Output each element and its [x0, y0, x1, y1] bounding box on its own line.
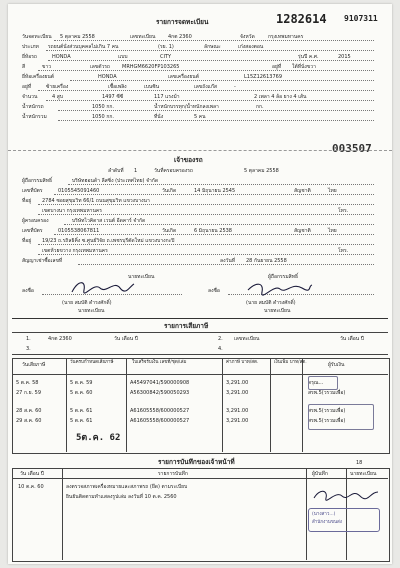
- type-code: (รย. 1): [158, 44, 174, 50]
- owner-seq: 1: [134, 168, 138, 174]
- tax-index-4: 4.: [218, 346, 223, 352]
- tax-row-2-receiver: สรพ.5(วรวมเพื่อ): [308, 390, 346, 396]
- page-title: รายการจดทะเบียน: [156, 18, 209, 26]
- officer-col-registrar: นายทะเบียน: [350, 471, 377, 477]
- engine-no-label: เลขเครื่องยนต์: [168, 74, 199, 80]
- sign-label-2: ลงชื่อ: [208, 288, 220, 294]
- reg-date: 5 ตุลาคม 2558: [60, 34, 95, 40]
- total-weight-label: น้ำหนักรวม: [22, 114, 47, 120]
- tax-stamp-2: [308, 404, 374, 430]
- cc-value: 1497 ซีซี: [102, 94, 124, 100]
- tax-row-1-receipt: A45497041/590000908: [130, 380, 190, 386]
- recorder-signature: [312, 486, 382, 504]
- tax-row-4-due: 5 ต.ค. 61: [70, 418, 93, 424]
- load-label: น้ำหนักบรรทุก/น้ำหนักลงเพลา: [154, 104, 219, 110]
- vin-pos: ใต้ที่นั่งขวา: [292, 64, 316, 70]
- id1-label: เลขที่บัตร: [22, 188, 43, 194]
- tank-label: เลขถังแก๊ส: [194, 84, 217, 90]
- tax-row-1-receiver: ดรุณ...: [308, 380, 324, 386]
- weight-label: น้ำหนักรถ: [22, 104, 44, 110]
- ref-date: 28 กันยายน 2558: [246, 258, 287, 264]
- addr1-line2: เขตบางนา กรุงเทพมหานคร: [42, 208, 102, 214]
- ref-date-label: ลงวันที่: [220, 258, 236, 264]
- model-value: CITY: [160, 54, 172, 60]
- reg-date-label: วันจดทะเบียน: [22, 34, 52, 40]
- tax-section-title: รายการเสียภาษี: [164, 322, 209, 330]
- tel2-label: โทร.: [338, 248, 349, 254]
- tax-date-label-1: วัน เดือน ปี: [114, 336, 138, 342]
- handwritten-number-2: 9107311: [344, 14, 378, 23]
- color-value: ขาว: [42, 64, 52, 70]
- tax-row-1-amount: 3,291.00: [226, 380, 249, 386]
- nat1-label: สัญชาติ: [294, 188, 311, 194]
- fuel-label: เชื้อเพลิง: [108, 84, 127, 90]
- officer-title-1: นายทะเบียน: [78, 308, 105, 314]
- officer-col-date: วัน เดือน ปี: [20, 471, 44, 477]
- officer-page-no: 18: [356, 460, 363, 466]
- tax-row-2-amount: 3,291.00: [226, 390, 249, 396]
- tax-row-1-due: 5 ต.ค. 59: [70, 380, 93, 386]
- char-value: เก๋งสองตอน: [238, 44, 264, 50]
- nat2-value: ไทย: [328, 228, 337, 234]
- type-value: รถยนต์นั่งส่วนบุคคลไม่เกิน 7 คน: [48, 44, 119, 50]
- char-label: ลักษณะ: [204, 44, 221, 50]
- tax-row-3-amount: 3,291.00: [226, 408, 249, 414]
- owner-section-title: เจ้าของรถ: [174, 156, 203, 164]
- officer-stamp-text: (นางสาว...): [312, 512, 336, 517]
- addr2-value: 19/23 ถ.รถิลธิคิ๋ง ซ.ศูนย์วิจัย ถ.เพชรบุรีตัดใหม่ แขวงบางกะปิ: [42, 238, 175, 244]
- type-label: ประเภท: [22, 44, 39, 50]
- engine-pos-label: อยู่ที่: [22, 84, 32, 90]
- officer-stamp: [308, 508, 380, 532]
- addr2-label: ที่อยู่: [22, 238, 32, 244]
- year-label: รุ่นปี ค.ศ.: [298, 54, 319, 60]
- vin-value: MRHGM6620FP103265: [122, 64, 180, 70]
- tax-col-fee: เงินเพิ่ม บาท/สต.: [274, 360, 307, 365]
- bd2-label: วันเกิด: [162, 228, 177, 234]
- total-weight-value: 1050 กก.: [92, 114, 114, 120]
- registrar-signature-2: [244, 276, 314, 298]
- owner-sign-label: ผู้ถือกรรมสิทธิ์: [268, 274, 299, 280]
- tax-row-1-date: 5 ต.ค. 58: [16, 380, 39, 386]
- addr1-value: 2784 ซอยสุขุมวิท 66/1 ถนนสุขุมวิท แขวงบางนา: [42, 198, 150, 204]
- tax-index-1: 1.: [26, 336, 31, 342]
- officer-title-2: นายทะเบียน: [264, 308, 291, 314]
- tax-row-2-due: 5 ต.ค. 60: [70, 390, 93, 396]
- tax-index-2: 2.: [218, 336, 223, 342]
- tax-row-4-date: 29 ส.ค. 60: [16, 418, 42, 424]
- tank-value: -: [234, 84, 236, 90]
- tax-row-4-receiver: สรพ.5(วรวมเพื่อ): [308, 418, 346, 424]
- brand-label: ยี่ห้อรถ: [22, 54, 37, 60]
- bd2-value: 6 มิถุนายน 2538: [194, 228, 232, 234]
- nat2-label: สัญชาติ: [294, 228, 311, 234]
- rights-label: ผู้ถือกรรมสิทธิ์: [22, 178, 53, 184]
- weight-value: 1050 กก.: [92, 104, 114, 110]
- tax-row-4-receipt: A61605558/600000527: [130, 418, 190, 424]
- officer-col-recorder: ผู้บันทึก: [312, 471, 328, 477]
- province-label: จังหวัด: [240, 34, 255, 40]
- holder-value: บริษัทไวคิดาส เวนต์ อีดคาร์ จำกัด: [72, 218, 146, 224]
- engine-brand-value: HONDA: [98, 74, 117, 80]
- owner-date-label: วันที่ครอบครองรถ: [154, 168, 193, 174]
- officer-entry-text-1: ลงตรวจสภาพเครื่องหมายและสภาพรถ (ยึด) ตามระเบียบ: [66, 484, 188, 490]
- tax-date-label-2: วัน เดือน ปี: [340, 336, 364, 342]
- addr2-line2: เขตห้วยขวาง กรุงเทพมหานคร: [42, 248, 108, 254]
- engine-pos: ซ้ายเครื่อง: [46, 84, 69, 90]
- tax-row-4-amount: 3,291.00: [226, 418, 249, 424]
- officer-col-entry: รายการบันทึก: [158, 471, 188, 477]
- model-label: แบบ: [118, 54, 128, 60]
- load-value: กก.: [256, 104, 264, 110]
- handwritten-number: 1282614: [276, 12, 327, 26]
- brand-value: HONDA: [52, 54, 71, 60]
- tax-col-due: วันครบกำหนดเสียภาษี: [70, 360, 114, 365]
- plate-label: เลขทะเบียน: [130, 34, 156, 40]
- officer-name-1: (นาย สมบัติ ดำรงศักดิ์): [62, 300, 112, 306]
- tax-col-amount: ค่าภาษี บาท/สต.: [226, 360, 259, 365]
- officer-name-2: (นาย สมบัติ ดำรงศักดิ์): [246, 300, 296, 306]
- registrar-label: นายทะเบียน: [128, 274, 155, 280]
- tax-plate: 4กต 2360: [48, 336, 72, 342]
- officer-section-title: รายการบันทึกของเจ้าหน้าที่: [158, 458, 235, 466]
- hp-value: 117 แรงม้า: [154, 94, 180, 100]
- seat-value: 5 คน: [194, 114, 206, 120]
- tel1-label: โทร.: [338, 208, 349, 214]
- id2-value: 0105538067811: [58, 228, 100, 234]
- registrar-signature: [68, 276, 138, 298]
- axle-value: 2 เพลา 4 ล้อ ยาง 4 เส้น: [254, 94, 307, 100]
- rights-value: บริษัทฮอนด้า ลีสซิ่ง (ประเทศไทย) จำกัด: [72, 178, 159, 184]
- engine-brand-label: ยี่ห้อเครื่องยนต์: [22, 74, 55, 80]
- cyl-value: 4 สูบ: [52, 94, 63, 100]
- officer-entry-text-2: ยินยันติดตามทำแสลงรูปเล่ม ลงวันที่ 10 ต.ค. 2560: [66, 494, 177, 500]
- tax-handwritten-note: 5ต.ค. 62: [76, 433, 121, 443]
- tax-row-3-date: 28 ส.ค. 60: [16, 408, 42, 414]
- bd1-label: วันเกิด: [162, 188, 177, 194]
- addr1-label: ที่อยู่: [22, 198, 32, 204]
- seat-label: ที่นั่ง: [154, 114, 164, 120]
- cut-serial-number: 003507: [332, 142, 372, 155]
- sign-label-1: ลงชื่อ: [22, 288, 34, 294]
- owner-date: 5 ตุลาคม 2558: [244, 168, 279, 174]
- officer-stamp-text-2: สำนักงานขนส่ง: [312, 520, 342, 525]
- registration-document: [8, 4, 392, 564]
- cyl-label: จำนวน: [22, 94, 38, 100]
- tax-stamp-1: [308, 376, 338, 390]
- fuel-value: เบนซิน: [144, 84, 160, 90]
- tax-plate-label: เลขทะเบียน: [234, 336, 260, 342]
- tax-col-date: วันเสียภาษี: [22, 362, 46, 368]
- color-label: สี: [22, 64, 26, 70]
- ref-label: สัญญาเช่าซื้อเลขที่: [22, 258, 63, 264]
- bd1-value: 14 มิถุนายน 2545: [194, 188, 236, 194]
- officer-entry-date: 10 ต.ค. 60: [18, 484, 44, 490]
- tax-col-receiver: ผู้รับเงิน: [328, 362, 345, 368]
- tax-row-3-due: 5 ต.ค. 61: [70, 408, 93, 414]
- tax-row-2-receipt: A56300842/590050293: [130, 390, 190, 396]
- tax-row-3-receipt: A61605558/600000527: [130, 408, 190, 414]
- plate-value: 4กต 2360: [168, 34, 192, 40]
- id2-label: เลขที่บัตร: [22, 228, 43, 234]
- province-value: กรุงเทพมหานคร: [268, 34, 304, 40]
- id1-value: 0105545091460: [58, 188, 100, 194]
- vin-label: เลขตัวรถ: [90, 64, 110, 70]
- tax-row-2-date: 27 ก.ย. 59: [16, 390, 42, 396]
- year-value: 2015: [338, 54, 351, 60]
- tax-row-3-receiver: สรพ.5(วรวมเพื่อ): [308, 408, 346, 414]
- engine-no-value: L15Z12613769: [244, 74, 283, 80]
- nat1-value: ไทย: [328, 188, 337, 194]
- vin-pos-label: อยู่ที่: [272, 64, 282, 70]
- tax-col-receipt: ใบเสร็จรับเงิน เลขที่/ชุด/เล่ม: [132, 360, 187, 365]
- tax-index-3: 3.: [26, 346, 31, 352]
- holder-label: ผู้ครอบครอง: [22, 218, 49, 224]
- owner-seq-label: ลำดับที่: [108, 168, 124, 174]
